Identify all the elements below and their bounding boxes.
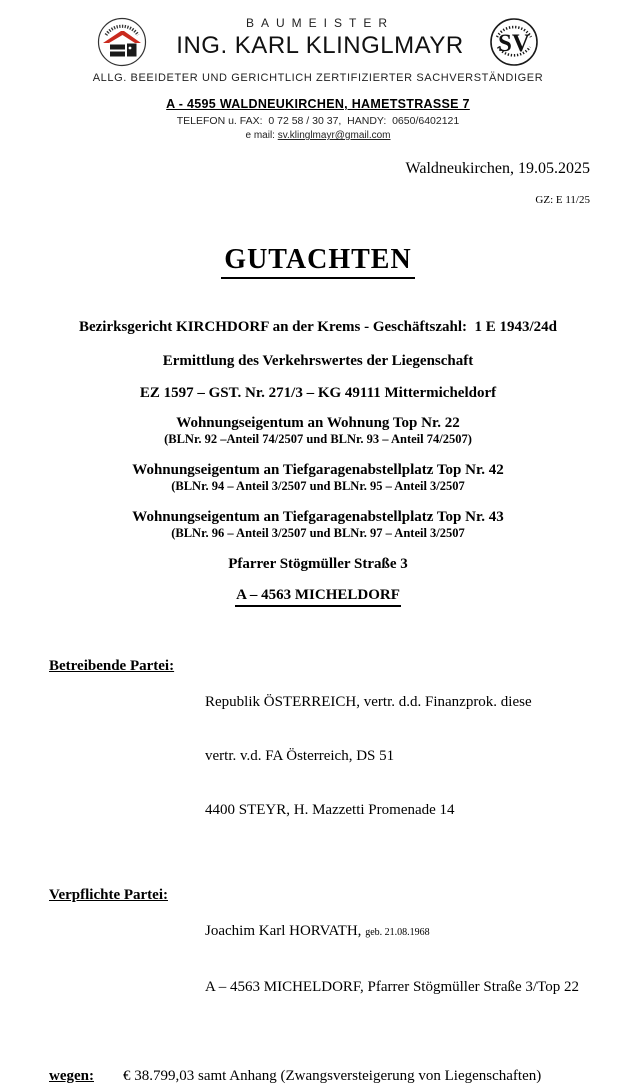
- defendant-birthdate: geb. 21.08.1968: [365, 927, 430, 938]
- court-line: Bezirksgericht KIRCHDORF an der Krems - Geschäftszahl: 1 E 1943/24d: [78, 319, 557, 335]
- city-line-text: A – 4563 MICHELDORF: [235, 587, 401, 607]
- email-link[interactable]: sv.klinglmayr@gmail.com: [277, 130, 391, 141]
- ownership-item-detail: (BLNr. 92 –Anteil 74/2507 und BLNr. 93 – Anteil 74/2507): [164, 432, 472, 446]
- defendant-name-line: [205, 922, 579, 942]
- builder-house-seal-icon: [97, 17, 147, 67]
- claim-row: [49, 1067, 606, 1085]
- plaintiff-line: Republik ÖSTERREICH, vertr. d.d. Finanzprok. diese: [205, 694, 532, 710]
- sv-seal-letters: SV: [498, 30, 530, 57]
- letterhead: [0, 14, 636, 141]
- defendant-address: A – 4563 MICHELDORF, Pfarrer Stögmüller Straße 3/Top 22: [205, 979, 579, 995]
- subject-section: [30, 319, 606, 607]
- plaintiff-value: [205, 657, 532, 855]
- property-line: EZ 1597 – GST. Nr. 271/3 – KG 49111 Mittermicheldorf: [139, 385, 497, 401]
- plaintiff-line: vertr. v.d. FA Österreich, DS 51: [205, 748, 395, 764]
- place-and-date: Waldneukirchen, 19.05.2025: [405, 160, 590, 177]
- ownership-item-main: Wohnungseigentum an Tiefgaragenabstellplatz Top Nr. 43: [132, 509, 504, 525]
- document-title-block: [0, 244, 636, 279]
- email-label: e mail:: [245, 130, 275, 141]
- plaintiff-label: Betreibende Partei:: [49, 658, 175, 674]
- expert-subtitle: ALLG. BEEIDETER UND GERICHTLICH ZERTIFIZIERTER SACHVERSTÄNDIGER: [92, 72, 544, 84]
- ownership-item-main: Wohnungseigentum an Tiefgaragenabstellplatz Top Nr. 42: [132, 462, 504, 478]
- date-block: [406, 160, 590, 206]
- claim-label: wegen:: [49, 1068, 94, 1084]
- expert-name: ING. KARL KLINGLMAYR: [176, 32, 464, 59]
- file-number: GZ: E 11/25: [535, 194, 590, 206]
- letterhead-email-line: [0, 130, 636, 141]
- profession-title: BAUMEISTER: [245, 16, 394, 30]
- defendant-row: [49, 886, 606, 1032]
- document-title: GUTACHTEN: [221, 244, 414, 279]
- plaintiff-row: [49, 657, 606, 855]
- defendant-name: Joachim Karl HORVATH,: [205, 923, 366, 939]
- plaintiff-line: 4400 STEYR, H. Mazzetti Promenade 14: [205, 802, 455, 818]
- letterhead-address: A - 4595 WALDNEUKIRCHEN, HAMETSTRASSE 7: [166, 97, 470, 111]
- claim-value: € 38.799,03 samt Anhang (Zwangsversteigerung von Liegenschaften): [123, 1068, 542, 1084]
- ownership-item-detail: (BLNr. 94 – Anteil 3/2507 und BLNr. 95 – Anteil 3/2507: [171, 479, 465, 493]
- ownership-item-main: Wohnungseigentum an Wohnung Top Nr. 22: [176, 415, 460, 431]
- letterhead-identity: [165, 14, 475, 60]
- parties-section: [49, 657, 606, 1085]
- sv-seal-icon: [489, 17, 539, 67]
- purpose-line: Ermittlung des Verkehrswertes der Liegenschaft: [162, 353, 474, 369]
- letterhead-phone: TELEFON u. FAX: 0 72 58 / 30 37, HANDY: 0650/6402121: [176, 115, 460, 127]
- defendant-value: [205, 886, 579, 1032]
- city-line: [30, 587, 606, 607]
- defendant-label: Verpflichte Partei:: [49, 887, 168, 903]
- ownership-item-detail: (BLNr. 96 – Anteil 3/2507 und BLNr. 97 – Anteil 3/2507: [171, 526, 465, 540]
- street-line: Pfarrer Stögmüller Straße 3: [228, 556, 408, 572]
